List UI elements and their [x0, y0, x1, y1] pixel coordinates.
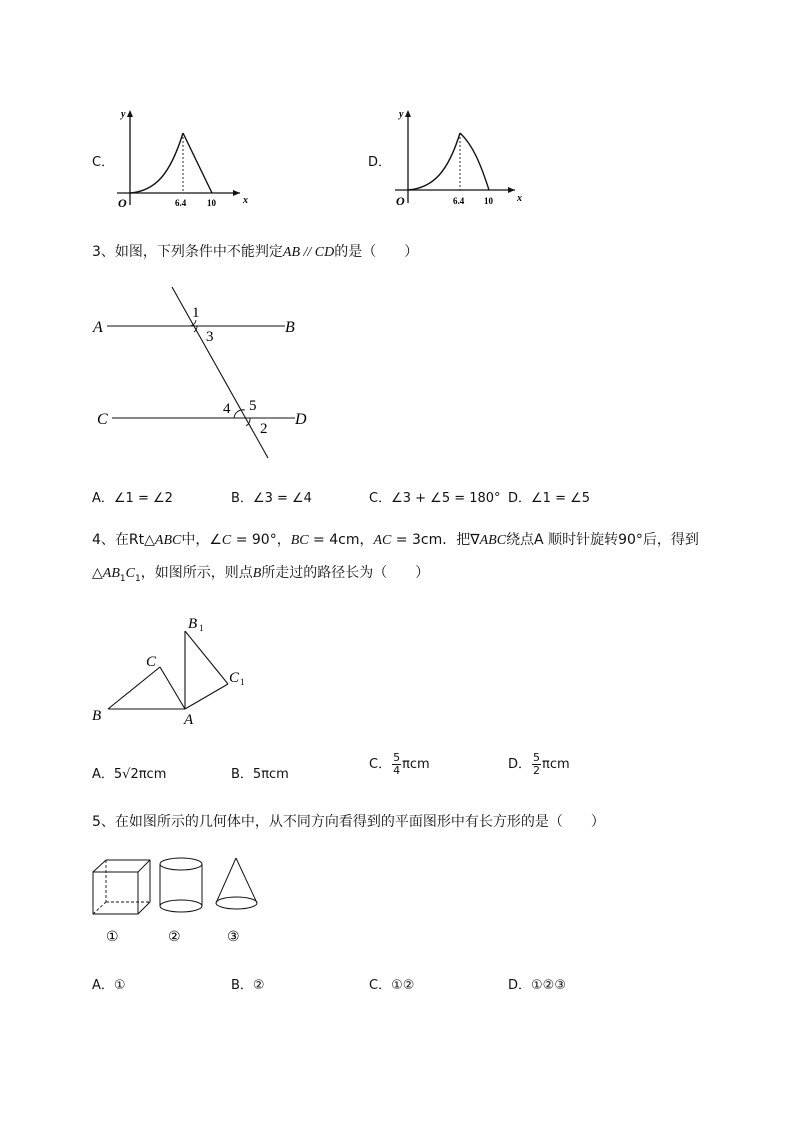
q5-caption-2: ②: [168, 930, 181, 945]
q3-stem: 3、如图，下列条件中不能判定AB // CD的是（ ）: [92, 244, 419, 260]
q4-figure: [88, 612, 258, 727]
graph-c-tick-peak: 6.4: [175, 198, 187, 208]
q4-point-c: C: [146, 654, 157, 670]
graph-d-x-axis-label: x: [517, 193, 522, 204]
q4-point-c1: C: [229, 670, 240, 686]
q3-figure: [90, 285, 320, 465]
graph-c-x-axis-label: x: [243, 195, 248, 206]
graph-d-origin: O: [396, 194, 405, 208]
q4-stem-line2: $\triangle AB_1C_1$，如图所示，则点B所走过的路径长为（ ）: [92, 565, 430, 584]
q3-option-a[interactable]: A．∠1 = ∠2: [92, 491, 173, 506]
q4-point-b1-sub: 1: [199, 623, 204, 633]
q3-option-d[interactable]: D．∠1 = ∠5: [508, 491, 591, 506]
graph-d-y-axis-label: y: [399, 109, 404, 120]
graph-c-origin: O: [118, 196, 127, 210]
graph-d: [393, 105, 528, 210]
option-c-label: C．: [92, 155, 115, 170]
q5-option-d[interactable]: D．①②③: [508, 978, 566, 993]
q4-point-b: B: [92, 708, 102, 724]
graph-d-tick-peak: 6.4: [453, 196, 465, 206]
q3-point-d: D: [295, 411, 307, 428]
q3-angle-1: 1: [192, 305, 200, 321]
q3-angle-5: 5: [249, 398, 257, 414]
q3-point-c: C: [97, 411, 108, 428]
q5-option-a[interactable]: A．①: [92, 978, 126, 993]
q4-option-d-fraction: $\frac{5}{2}$: [533, 751, 541, 777]
q4-point-c1-sub: 1: [240, 677, 245, 687]
q4-option-c-fraction: $\frac{5}{4}$: [393, 751, 401, 777]
q4-option-d[interactable]: D． $\frac{5}{2}$ πcm: [508, 751, 570, 777]
q5-caption-3: ③: [227, 930, 240, 945]
q5-figure: [88, 852, 278, 952]
q5-caption-1: ①: [106, 930, 119, 945]
q3-stem-math: AB // CD: [282, 245, 335, 260]
q3-option-b[interactable]: B．∠3 = ∠4: [231, 491, 312, 506]
q4-point-b1: B: [188, 616, 198, 632]
q3-point-a: A: [93, 319, 103, 336]
q4-option-c[interactable]: C． $\frac{5}{4}$ πcm: [369, 751, 430, 777]
q4-stem-line1: 4、在Rt△ABC中，∠C = 90°，BC = 4cm，AC = 3cm．把∇ABC绕点A 顺时针旋转90°后，得到: [92, 532, 699, 548]
graph-c-tick-end: 10: [207, 198, 216, 208]
q3-angle-4: 4: [223, 401, 231, 417]
graph-c-y-axis-label: y: [121, 109, 126, 120]
q4-option-b[interactable]: B．5πcm: [231, 767, 289, 782]
q3-point-b: B: [285, 319, 295, 336]
graph-d-tick-end: 10: [484, 196, 493, 206]
q3-angle-2: 2: [260, 421, 268, 437]
q5-option-c[interactable]: C．①②: [369, 978, 415, 993]
q3-angle-3: 3: [206, 329, 214, 345]
q3-option-c[interactable]: C．∠3 + ∠5 = 180°: [369, 491, 501, 506]
q4-point-a: A: [184, 712, 194, 728]
graph-c: [115, 105, 250, 210]
q4-option-a[interactable]: A．5√2πcm: [92, 767, 167, 782]
q5-stem: 5、在如图所示的几何体中，从不同方向看得到的平面图形中有长方形的是（ ）: [92, 814, 605, 830]
q5-option-b[interactable]: B．②: [231, 978, 265, 993]
option-d-label: D．: [368, 155, 392, 170]
